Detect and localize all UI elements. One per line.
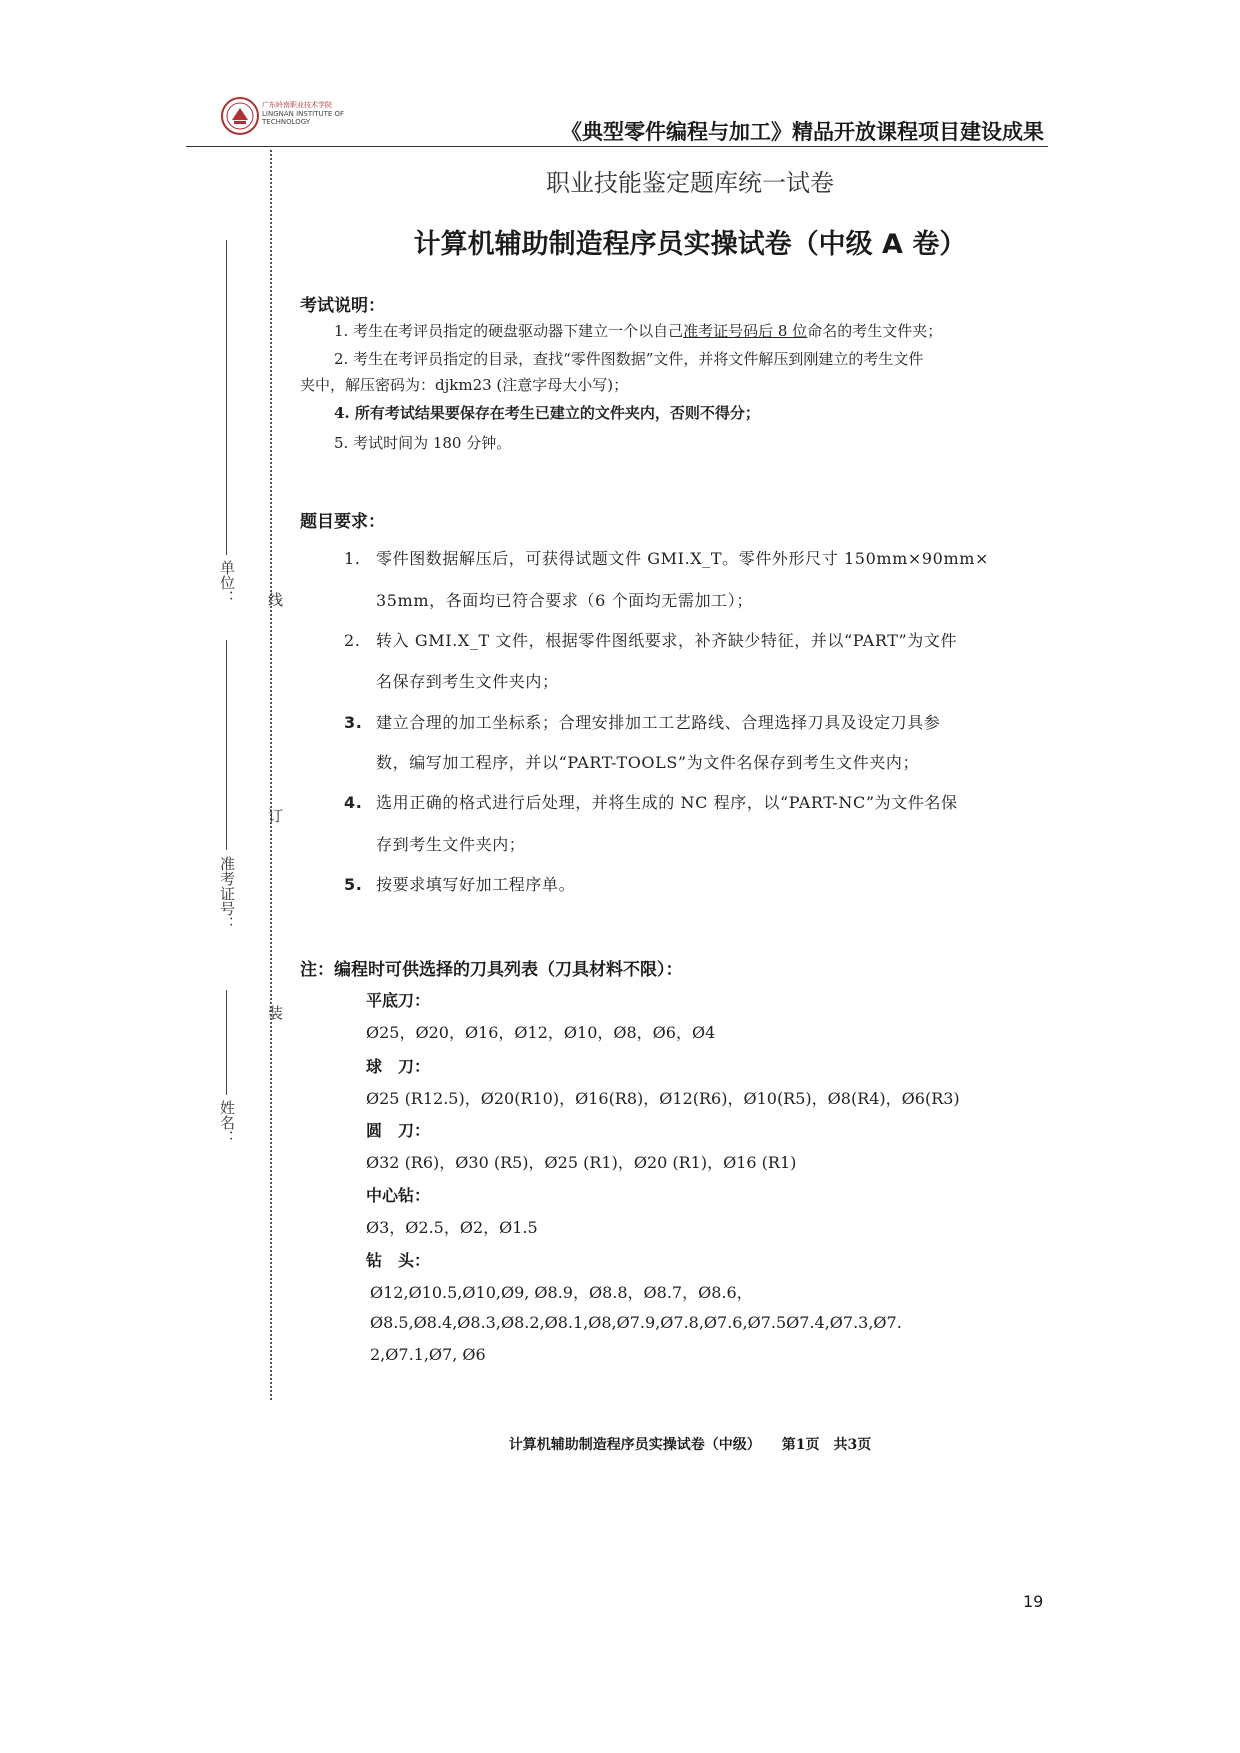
- drill-list-line-2: Ø8.5,Ø8.4,Ø8.3,Ø8.2,Ø8.1,Ø8,Ø7.9,Ø7.8,Ø7.6,Ø7.5Ø7.4,Ø7.3,Ø7.: [370, 1313, 902, 1332]
- staple-mark: 订: [266, 808, 284, 823]
- drill-list-line-1: Ø12,Ø10.5,Ø10,Ø9, Ø8.9，Ø8.8，Ø8.7，Ø8.6，: [370, 1283, 753, 1302]
- binding-dotted-line: [270, 150, 272, 1400]
- instruction-2: 2. 考生在考评员指定的目录，查找“零件图数据”文件，并将文件解压到刚建立的考生文件: [334, 350, 924, 368]
- requirement-2: 2. 转入 GMI.X_T 文件，根据零件图纸要求，补齐缺少特征，并以“PART”为文件: [344, 631, 958, 650]
- requirement-1-cont: 35mm，各面均已符合要求（6 个面均无需加工）；: [376, 591, 753, 610]
- instructions-title: 考试说明：: [300, 296, 385, 316]
- unit-label: 单位：: [218, 560, 236, 605]
- requirement-3: 3. 建立合理的加工坐标系；合理安排加工工艺路线、合理选择刀具及设定刀具参: [344, 713, 941, 732]
- name-blank-line: [226, 990, 227, 1095]
- logo-english-name: LINGNAN INSTITUTE OF TECHNOLOGY: [262, 110, 345, 126]
- requirement-5: 5. 按要求填写好加工程序单。: [344, 875, 576, 894]
- unit-blank-line: [226, 240, 227, 555]
- name-label: 姓名：: [218, 1100, 236, 1145]
- ball-mill-list: Ø25 (R12.5)，Ø20(R10)，Ø16(R8)，Ø12(R6)，Ø10(R5)，Ø8(R4)，Ø6(R3): [366, 1089, 960, 1108]
- drill-label: 钻 头：: [366, 1251, 431, 1270]
- flat-end-mill-list: Ø25，Ø20，Ø16，Ø12，Ø10，Ø8，Ø6，Ø4: [366, 1023, 716, 1042]
- instruction-5: 5. 考试时间为 180 分钟。: [334, 434, 512, 452]
- drill-list-line-3: 2,Ø7.1,Ø7, Ø6: [370, 1345, 486, 1364]
- bind-mark: 装: [266, 1005, 284, 1020]
- center-drill-label: 中心钻：: [366, 1186, 431, 1205]
- bull-nose-mill-label: 圆 刀：: [366, 1121, 431, 1140]
- requirements-title: 题目要求：: [300, 512, 385, 532]
- tools-title: 注：编程时可供选择的刀具列表（刀具材料不限）：: [300, 960, 683, 980]
- exam-id-label: 准考证号：: [218, 856, 236, 931]
- exam-organization: 职业技能鉴定题库统一试卷: [546, 169, 834, 197]
- instruction-1: 1. 考生在考评员指定的硬盘驱动器下建立一个以自己准考证号码后 8 位命名的考生文件夹；: [334, 322, 943, 340]
- ball-mill-label: 球 刀：: [366, 1057, 431, 1076]
- id-blank-line: [226, 640, 227, 850]
- page-number: 19: [1023, 1592, 1044, 1611]
- college-logo-icon: [220, 96, 260, 136]
- cut-line-mark: 线: [266, 592, 284, 607]
- instruction-2-cont: 夹中，解压密码为：djkm23 (注意字母大小写)；: [300, 376, 629, 394]
- requirement-3-cont: 数，编写加工程序，并以“PART-TOOLS”为文件名保存到考生文件夹内；: [376, 753, 920, 772]
- instruction-4: 4. 所有考试结果要保存在考生已建立的文件夹内，否则不得分；: [334, 404, 760, 422]
- requirement-2-cont: 名保存到考生文件夹内；: [376, 672, 559, 691]
- header-title: 《典型零件编程与加工》精品开放课程项目建设成果: [561, 120, 1044, 144]
- requirement-1: 1. 零件图数据解压后，可获得试题文件 GMI.X_T。零件外形尺寸 150mm×90mm×: [344, 549, 990, 568]
- flat-end-mill-label: 平底刀：: [366, 991, 431, 1010]
- center-drill-list: Ø3，Ø2.5，Ø2，Ø1.5: [366, 1218, 538, 1237]
- exam-title: 计算机辅助制造程序员实操试卷（中级 A 卷）: [413, 229, 967, 260]
- requirement-4: 4. 选用正确的格式进行后处理，并将生成的 NC 程序，以“PART-NC”为文件名保: [344, 793, 958, 812]
- header-rule: [186, 146, 1048, 147]
- exam-footer: 计算机辅助制造程序员实操试卷（中级） 第1页 共3页: [508, 1437, 872, 1453]
- logo-chinese-name: 广东岭南职业技术学院: [262, 101, 332, 109]
- bull-nose-mill-list: Ø32 (R6)，Ø30 (R5)，Ø25 (R1)，Ø20 (R1)，Ø16 (R1): [366, 1153, 797, 1172]
- requirement-4-cont: 存到考生文件夹内；: [376, 835, 526, 854]
